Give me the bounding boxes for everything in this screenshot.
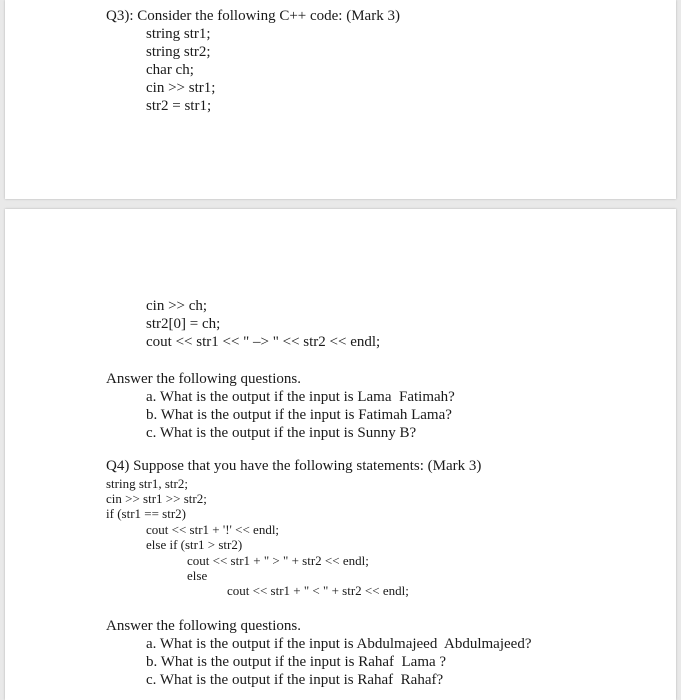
code-line: char ch; <box>146 62 194 78</box>
code-line: str2[0] = ch; <box>146 316 221 332</box>
q4-heading: Q4) Suppose that you have the following statements: (Mark 3) <box>106 458 482 474</box>
code-line: cout << str1 + " > " + str2 << endl; <box>187 553 369 568</box>
q3-answer-heading: Answer the following questions. <box>106 371 301 387</box>
question-item: b. What is the output if the input is Rahaf Lama ? <box>146 654 447 670</box>
code-line: else if (str1 > str2) <box>146 537 243 552</box>
code-line: str2 = str1; <box>146 98 212 114</box>
code-line: else <box>187 568 208 583</box>
document-page-2 <box>5 209 676 700</box>
code-line: if (str1 == str2) <box>106 506 187 521</box>
code-line: cin >> str1; <box>146 80 216 96</box>
code-line: cout << str1 + '!' << endl; <box>146 522 280 537</box>
code-line: cin >> str1 >> str2; <box>106 491 207 506</box>
q4-answer-heading: Answer the following questions. <box>106 618 301 634</box>
code-line: cout << str1 + " < " + str2 << endl; <box>227 583 409 598</box>
question-item: c. What is the output if the input is Sunny B? <box>146 425 417 441</box>
question-item: a. What is the output if the input is Lama Fatimah? <box>146 389 455 405</box>
code-line: cin >> ch; <box>146 298 208 314</box>
question-item: b. What is the output if the input is Fatimah Lama? <box>146 407 452 423</box>
document-page-1 <box>5 0 676 199</box>
code-line: cout << str1 << " –> " << str2 << endl; <box>146 334 381 350</box>
question-item: a. What is the output if the input is Abdulmajeed Abdulmajeed? <box>146 636 532 652</box>
q3-heading: Q3): Consider the following C++ code: (Mark 3) <box>106 8 400 24</box>
question-item: c. What is the output if the input is Rahaf Rahaf? <box>146 672 444 688</box>
code-line: string str1, str2; <box>106 476 188 491</box>
code-line: string str2; <box>146 44 211 60</box>
code-line: string str1; <box>146 26 211 42</box>
